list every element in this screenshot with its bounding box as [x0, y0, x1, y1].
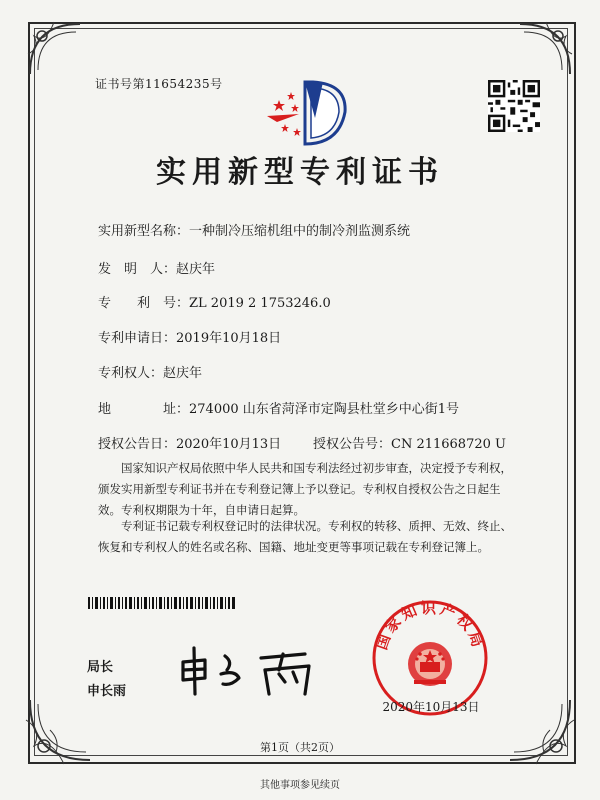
utility-model-name: 实用新型名称：一种制冷压缩机组中的制冷剂监测系统	[98, 224, 411, 239]
seal-date: 2020年10月13日	[382, 700, 480, 714]
page-number: 第1页（共2页）	[260, 741, 340, 754]
filing-date: 专利申请日：2019年10月18日	[98, 331, 282, 346]
legal-status-statement: 专利证书记载专利权登记时的法律状况。专利权的转移、质押、无效、终止、恢复和专利权人的姓名或名称、国籍、地址变更等事项记载在专利登记簿上。	[98, 519, 512, 554]
corner-ornament-top-right	[510, 14, 580, 84]
seal-text: 国家知识产权局	[372, 598, 488, 653]
certificate-number: 证书号第11654235号	[95, 77, 223, 91]
barcode-icon	[88, 597, 236, 609]
national-emblem-icon	[408, 642, 452, 686]
patentee: 专利权人：赵庆年	[98, 366, 203, 381]
inventor: 发 明 人：赵庆年	[98, 262, 216, 277]
grant-publication-number: 授权公告号：CN 211668720 U	[313, 437, 506, 452]
certificate-title: 实用新型专利证书	[156, 155, 444, 190]
corner-ornament-top-left	[20, 14, 90, 84]
continuation-note: 其他事项参见续页	[260, 780, 340, 791]
grant-statement: 国家知识产权局依照中华人民共和国专利法经过初步审查，决定授予专利权，颁发实用新型专利证书并在专利登记簿上予以登记。专利权自授权公告之日起生效。专利权期限为十年，自申请日起算。	[98, 461, 512, 517]
patent-number: 专 利 号：ZL 2019 2 1753246.0	[98, 296, 331, 311]
address: 地 址：274000 山东省菏泽市定陶县杜堂乡中心街1号	[98, 402, 460, 417]
grant-date: 授权公告日：2020年10月13日	[98, 437, 282, 452]
cnipa-emblem-icon	[265, 78, 355, 148]
director-name: 申长雨	[87, 684, 127, 699]
handwritten-signature	[175, 640, 325, 700]
director-role: 局长	[87, 660, 114, 675]
qr-code-icon	[488, 80, 540, 132]
